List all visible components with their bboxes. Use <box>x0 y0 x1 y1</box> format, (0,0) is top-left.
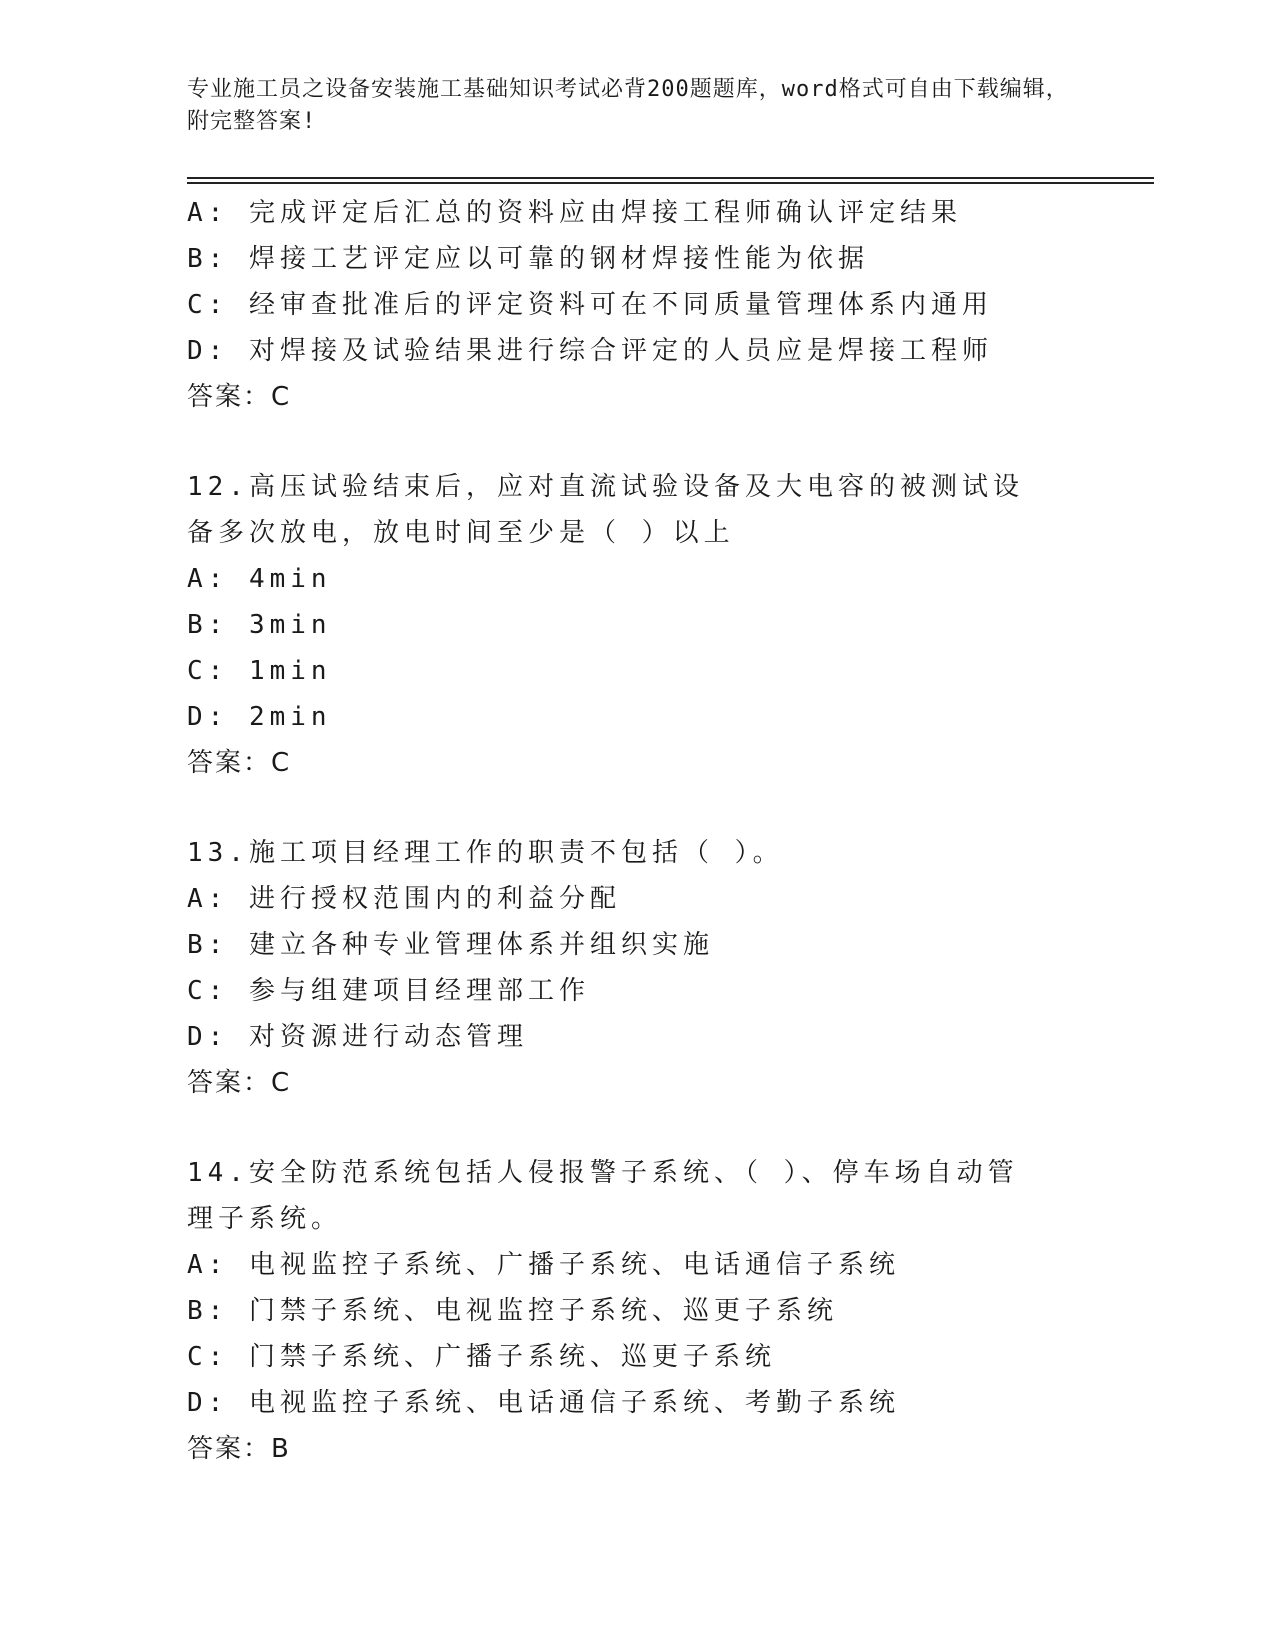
option-d: D: 电视监控子系统、电话通信子系统、考勤子系统 <box>187 1388 900 1418</box>
header-divider-bottom <box>187 182 1154 184</box>
question-14 <box>187 1150 1087 1472</box>
answer-line: 答案：C <box>187 382 292 412</box>
option-b: B: 焊接工艺评定应以可靠的钢材焊接性能为依据 <box>187 244 869 274</box>
answer-line: 答案：C <box>187 1068 292 1098</box>
option-a: A: 4min <box>187 564 332 594</box>
spacer <box>187 420 1087 464</box>
question-list <box>187 190 1087 1472</box>
question-11-continued <box>187 190 1087 420</box>
option-a: A: 完成评定后汇总的资料应由焊接工程师确认评定结果 <box>187 198 962 228</box>
option-a: A: 电视监控子系统、广播子系统、电话通信子系统 <box>187 1250 900 1280</box>
option-b: B: 门禁子系统、电视监控子系统、巡更子系统 <box>187 1296 838 1326</box>
question-text: 14.安全防范系统包括人侵报警子系统、（ ）、停车场自动管理子系统。 <box>187 1158 1019 1234</box>
question-13 <box>187 830 1087 1106</box>
option-c: C: 1min <box>187 656 332 686</box>
option-b: B: 建立各种专业管理体系并组织实施 <box>187 930 714 960</box>
option-c: C: 参与组建项目经理部工作 <box>187 976 590 1006</box>
spacer <box>187 1106 1087 1150</box>
answer-line: 答案：C <box>187 748 292 778</box>
answer-line: 答案：B <box>187 1434 291 1464</box>
question-text: 12.高压试验结束后，应对直流试验设备及大电容的被测试设备多次放电，放电时间至少是（ ）以上 <box>187 472 1024 548</box>
document-header: 专业施工员之设备安装施工基础知识考试必背200题题库，word格式可自由下载编辑，附完整答案! <box>187 77 1069 134</box>
spacer <box>187 786 1087 830</box>
option-c: C: 经审查批准后的评定资料可在不同质量管理体系内通用 <box>187 290 993 320</box>
option-c: C: 门禁子系统、广播子系统、巡更子系统 <box>187 1342 776 1372</box>
header-divider-top <box>187 177 1154 179</box>
option-d: D: 对焊接及试验结果进行综合评定的人员应是焊接工程师 <box>187 336 993 366</box>
question-text: 13.施工项目经理工作的职责不包括（ ）。 <box>187 838 784 868</box>
option-b: B: 3min <box>187 610 332 640</box>
option-d: D: 对资源进行动态管理 <box>187 1022 528 1052</box>
question-12 <box>187 464 1087 786</box>
option-a: A: 进行授权范围内的利益分配 <box>187 884 621 914</box>
option-d: D: 2min <box>187 702 332 732</box>
